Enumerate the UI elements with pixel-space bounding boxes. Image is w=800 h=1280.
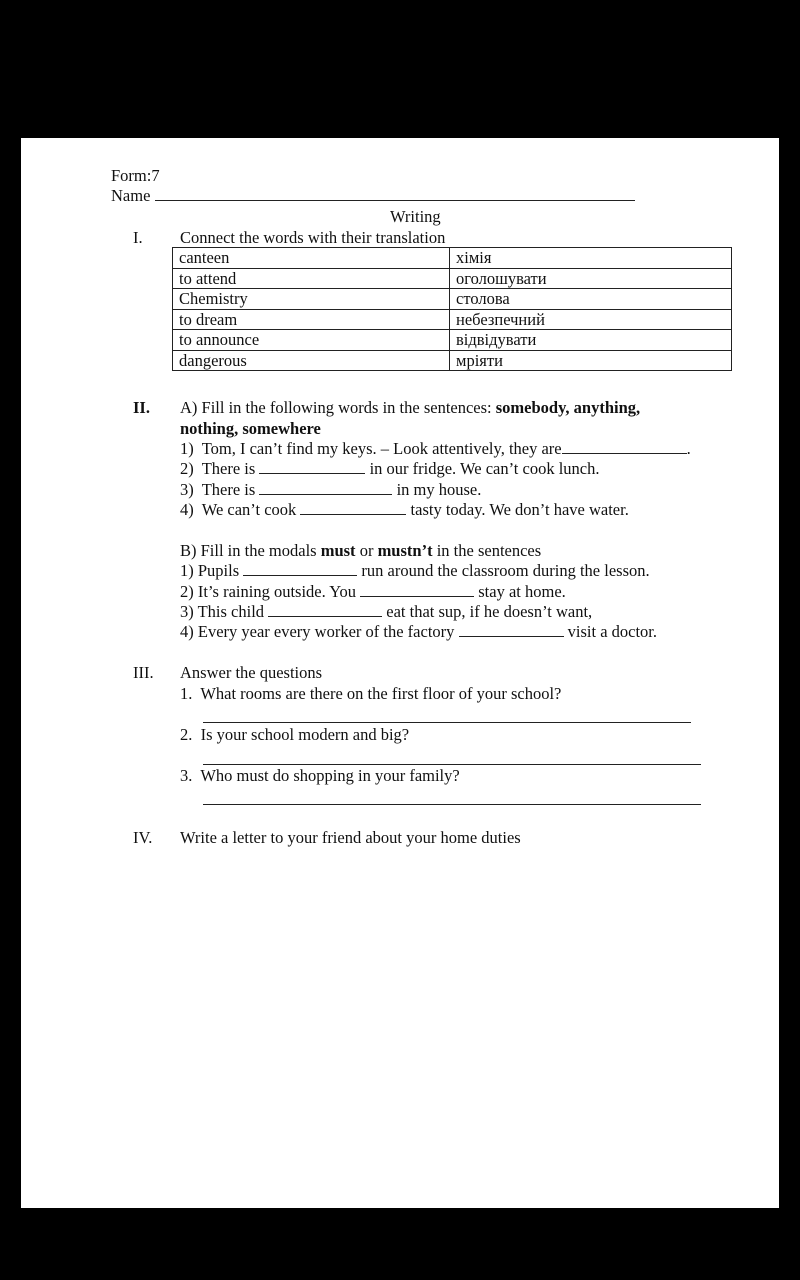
sentence-text: We can’t cook	[201, 500, 297, 519]
ukrainian-word: оголошувати	[450, 268, 732, 289]
item-number: 2)	[180, 459, 194, 478]
item-number: 1)	[180, 439, 194, 458]
section2-numeral: II.	[133, 398, 150, 417]
sentence-b3	[180, 602, 592, 622]
page-title: Writing	[390, 207, 441, 226]
form-label: Form:7	[111, 166, 160, 185]
sentence-a1	[180, 439, 691, 459]
section2b-intro	[180, 541, 541, 561]
name-label: Name	[111, 186, 151, 205]
intro-text: B) Fill in the modals	[180, 541, 321, 560]
ukrainian-word: столова	[450, 289, 732, 310]
sentence-text: in our fridge. We can’t cook lunch.	[369, 459, 600, 478]
sentence-a4	[180, 500, 629, 520]
sentence-text: 3) This child	[180, 602, 265, 621]
section3-numeral: III.	[133, 663, 154, 682]
answer-blank[interactable]	[259, 459, 365, 474]
ukrainian-word: відвідувати	[450, 330, 732, 351]
section3-instruction: Answer the questions	[180, 663, 323, 682]
english-word: to announce	[173, 330, 450, 351]
sentence-text: There is	[201, 480, 256, 499]
name-blank[interactable]	[155, 186, 635, 201]
sentence-text: tasty today. We don’t have water.	[410, 500, 629, 519]
intro-text: in the sentences	[432, 541, 542, 560]
answer-line-1[interactable]	[203, 722, 691, 723]
answer-blank[interactable]	[562, 439, 687, 454]
answer-blank[interactable]	[300, 500, 406, 515]
table-row	[173, 330, 732, 351]
sentence-text: 2) It’s raining outside. You	[180, 582, 357, 601]
intro-text: or	[355, 541, 378, 560]
sentence-b1	[180, 561, 650, 581]
english-word: to dream	[173, 309, 450, 330]
ukrainian-word: мріяти	[450, 350, 732, 371]
modal-must: must	[320, 541, 356, 560]
section2a-intro-text: A) Fill in the following words in the sentences:	[180, 398, 496, 417]
question-text: Is your school modern and big?	[200, 725, 410, 744]
sentence-text: stay at home.	[478, 582, 566, 601]
sentence-text: run around the classroom during the lesson.	[361, 561, 650, 580]
question-2	[180, 725, 409, 745]
word-bank-line1: somebody, anything,	[495, 398, 641, 417]
question-number: 2.	[180, 725, 193, 744]
table-row	[173, 309, 732, 330]
answer-blank[interactable]	[259, 480, 392, 495]
table-row	[173, 268, 732, 289]
ukrainian-word: хімія	[450, 248, 732, 269]
sentence-text: 4) Every year every worker of the factory	[180, 622, 455, 641]
item-number: 3)	[180, 480, 194, 499]
question-text: Who must do shopping in your family?	[200, 766, 460, 785]
sentence-a3	[180, 480, 481, 500]
question-3	[180, 766, 460, 786]
modal-mustnt: mustn’t	[377, 541, 433, 560]
question-1	[180, 684, 561, 704]
sentence-text: There is	[201, 459, 256, 478]
table-row	[173, 248, 732, 269]
translation-table	[172, 247, 732, 371]
table-row	[173, 350, 732, 371]
sentence-text: visit a doctor.	[567, 622, 658, 641]
question-text: What rooms are there on the first floor of your school?	[200, 684, 562, 703]
sentence-a2	[180, 459, 599, 479]
sentence-text: Tom, I can’t find my keys. – Look attentively, they are	[201, 439, 562, 458]
sentence-text: 1) Pupils	[180, 561, 240, 580]
sentence-text: in my house.	[396, 480, 482, 499]
sentence-b2	[180, 582, 566, 602]
question-number: 3.	[180, 766, 193, 785]
item-number: 4)	[180, 500, 194, 519]
answer-blank[interactable]	[459, 622, 564, 637]
english-word: dangerous	[173, 350, 450, 371]
question-number: 1.	[180, 684, 193, 703]
name-row	[111, 186, 635, 206]
english-word: to attend	[173, 268, 450, 289]
ukrainian-word: небезпечний	[450, 309, 732, 330]
section4-numeral: IV.	[133, 828, 153, 847]
section1-numeral: I.	[133, 228, 143, 247]
table-row	[173, 289, 732, 310]
answer-line-3[interactable]	[203, 804, 701, 805]
section1-instruction: Connect the words with their translation	[180, 228, 446, 247]
english-word: canteen	[173, 248, 450, 269]
sentence-text: eat that sup, if he doesn’t want,	[386, 602, 593, 621]
answer-blank[interactable]	[268, 602, 382, 617]
answer-blank[interactable]	[360, 582, 474, 597]
answer-blank[interactable]	[243, 561, 357, 576]
word-bank-line2: nothing, somewhere	[180, 419, 321, 438]
answer-line-2[interactable]	[203, 764, 701, 765]
sentence-text: .	[686, 439, 691, 458]
worksheet-page	[21, 138, 779, 1208]
section2a-intro	[180, 398, 640, 418]
english-word: Chemistry	[173, 289, 450, 310]
section4-instruction: Write a letter to your friend about your home duties	[180, 828, 521, 847]
sentence-b4	[180, 622, 657, 642]
